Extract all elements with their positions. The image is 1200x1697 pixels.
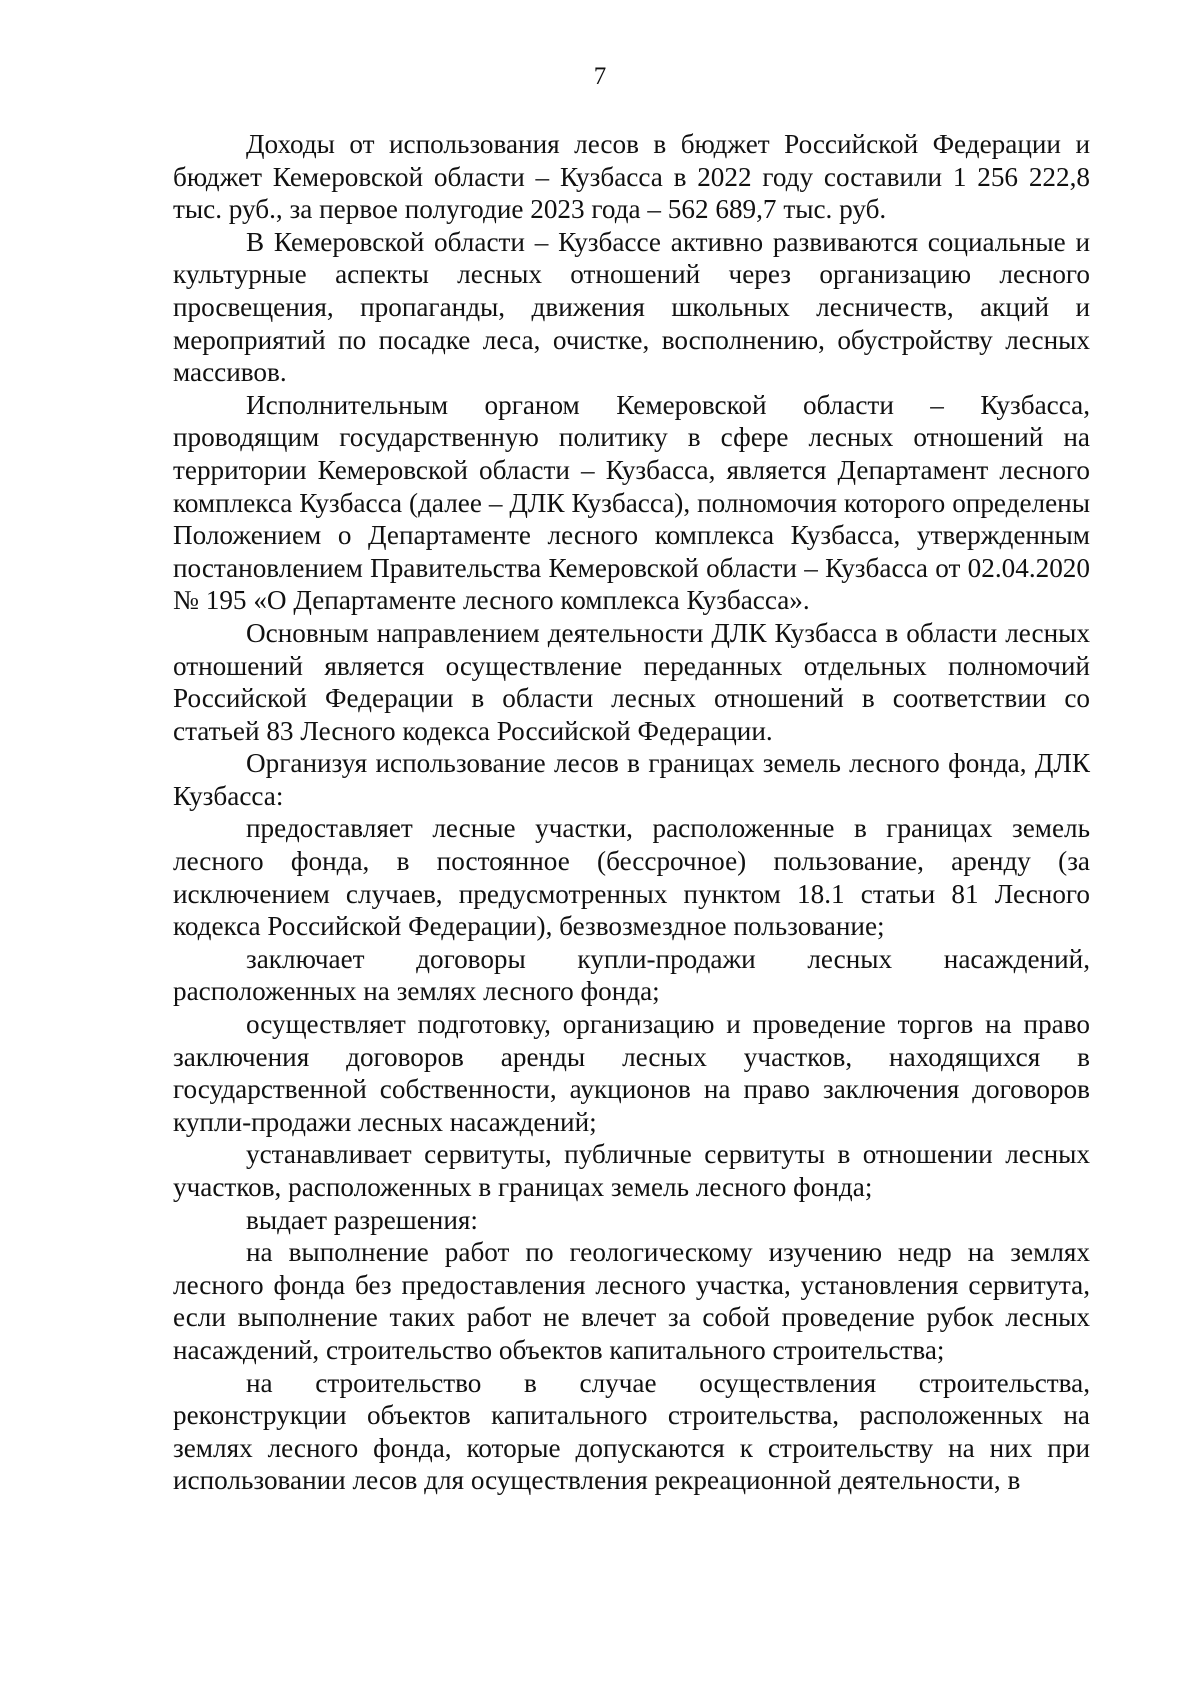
- list-item-concludes-contracts: заключает договоры купли-продажи лесных насаждений, расположенных на землях лесного фонда;: [173, 943, 1090, 1007]
- paragraph-social-aspects: В Кемеровской области – Кузбассе активно развиваются социальные и культурные аспекты лесных отношений через организацию лесного просвещения, пропаганды, движения школьных лесничеств, акций и мероприятий по посадке леса, очистке, восполнению, обустройству лесных массивов.: [173, 226, 1090, 388]
- list-item-servitudes: устанавливает сервитуты, публичные сервитуты в отношении лесных участков, расположенных в границах земель лесного фонда;: [173, 1139, 1090, 1202]
- list-item-auctions: осуществляет подготовку, организацию и проведение торгов на право заключения договоров аренды лесных участков, находящихся в государственной собственности, аукционов на право заключения договоров купли-продажи лесных насаждений;: [173, 1009, 1090, 1137]
- page-number: 7: [593, 63, 607, 90]
- paragraph-main-direction: Основным направлением деятельности ДЛК Кузбасса в области лесных отношений является осуществление переданных отдельных полномочий Российской Федерации в области лесных отношений в соответствии со статьей 83 Лесного кодекса Российской Федерации.: [173, 617, 1090, 746]
- list-item-issues-permits: выдает разрешения:: [246, 1204, 478, 1235]
- paragraph-organizing-use: Организуя использование лесов в границах земель лесного фонда, ДЛК Кузбасса:: [173, 748, 1090, 811]
- paragraph-executive-body: Исполнительным органом Кемеровской области – Кузбасса, проводящим государственную политику в сфере лесных отношений на территории Кемеровской области – Кузбасса, является Департамент лесного комплекса Кузбасса (далее – ДЛК Кузбасса), полномочия которого определены Положением о Департаменте лесного комплекса Кузбасса, утвержденным постановлением Правительства Кемеровской области – Кузбасса от 02.04.2020 № 195 «О Департаменте лесного комплекса Кузбасса».: [173, 389, 1090, 616]
- list-item-provides-plots: предоставляет лесные участки, расположенные в границах земель лесного фонда, в постоянное (бессрочное) пользование, аренду (за исключением случаев, предусмотренных пунктом 18.1 статьи 81 Лесного кодекса Российской Федерации), безвозмездное пользование;: [173, 813, 1090, 942]
- sublist-item-construction: на строительство в случае осуществления строительства, реконструкции объектов капитального строительства, расположенных на землях лесного фонда, которые допускаются к строительству на них при использовании лесов для осуществления рекреационной деятельности, в: [173, 1367, 1090, 1496]
- document-body: [173, 128, 1090, 1497]
- paragraph-revenue: Доходы от использования лесов в бюджет Российской Федерации и бюджет Кемеровской области – Кузбасса в 2022 году составили 1 256 222,8 тыс. руб., за первое полугодие 2023 года – 562 689,7 тыс. руб.: [173, 129, 1090, 225]
- sublist-item-geological-works: на выполнение работ по геологическому изучению недр на землях лесного фонда без предоставления лесного участка, установления сервитута, если выполнение таких работ не влечет за собой проведение рубок лесных насаждений, строительство объектов капитального строительства;: [173, 1237, 1090, 1365]
